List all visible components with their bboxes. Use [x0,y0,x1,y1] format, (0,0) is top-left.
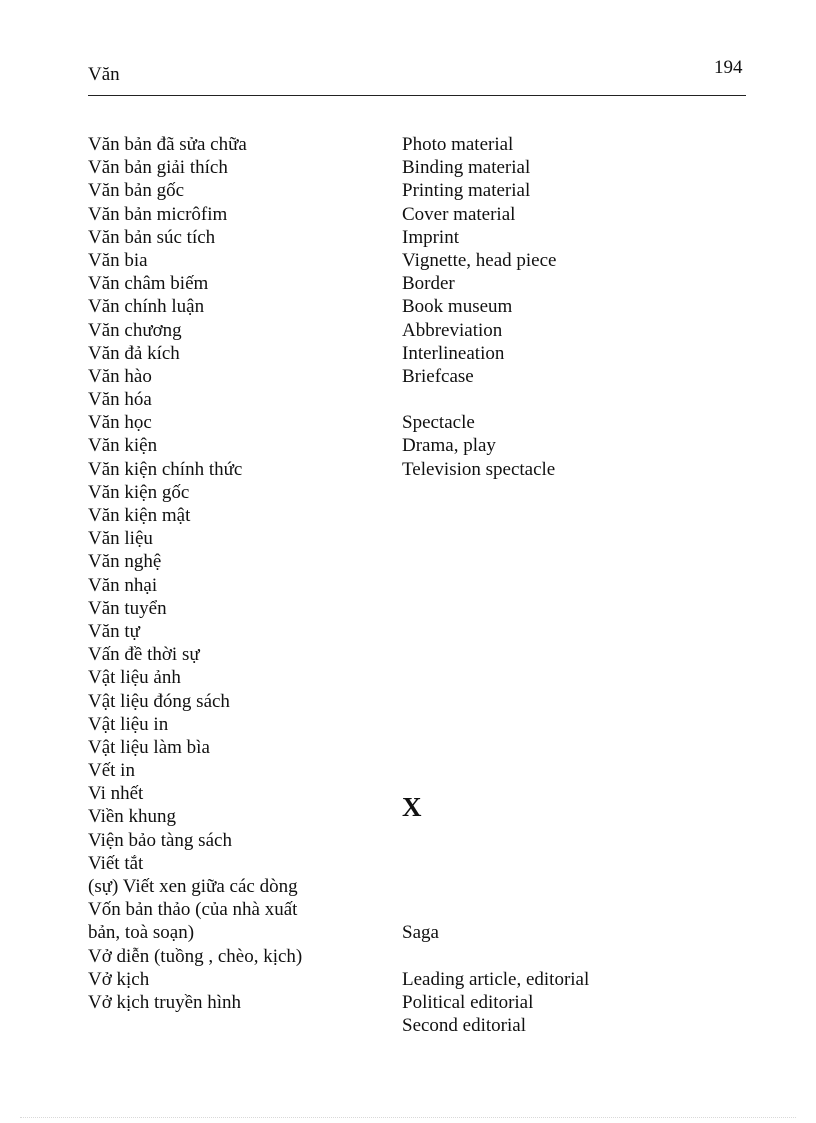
english-translation: Vignette, head piece [402,249,557,271]
vietnamese-term: Văn chương [88,319,182,341]
english-translation [402,527,589,550]
vietnamese-term: Văn bản giải thích [88,157,228,179]
vietnamese-term: Văn châm biếm [88,273,209,295]
english-translation [402,805,589,828]
english-translation: Cover material [402,203,516,225]
english-translation: Second editorial [402,1015,526,1037]
english-translation: Printing material [402,180,531,202]
english-translation [402,643,589,666]
english-translation [402,852,589,875]
english-translation-column [402,133,589,1037]
vietnamese-term: Văn kiện chính thức [88,458,243,480]
english-translation [402,736,589,759]
vietnamese-term: Vở kịch [88,968,150,990]
english-translation [402,620,589,643]
section-letter: X [402,792,422,822]
vietnamese-term: Vở kịch truyền hình [88,991,242,1013]
vietnamese-term: Văn tự [88,620,140,642]
vietnamese-term: Văn kiện gốc [88,481,190,503]
english-translation [402,898,589,921]
english-translation: Spectacle [402,412,475,434]
vietnamese-term: Viền khung [88,806,177,828]
english-translation: Television spectacle [402,458,556,480]
english-translation [402,597,589,620]
vietnamese-term: Văn hóa [88,389,152,411]
vietnamese-term: bản, toà soạn) [88,922,195,944]
english-translation: Abbreviation [402,319,503,341]
english-translation [402,829,589,852]
vietnamese-term: Văn nghệ [88,551,162,573]
english-translation: Photo material [402,134,514,155]
vietnamese-term: Văn hào [88,365,152,387]
vietnamese-term: Văn nhại [88,574,158,596]
english-translation [402,690,589,713]
english-translation: Border [402,273,455,295]
vietnamese-term: Văn học [88,412,152,434]
vietnamese-term: Vết in [88,760,135,782]
vietnamese-term: Viết tắt [88,852,144,874]
english-translation [402,713,589,736]
vietnamese-term: Văn kiện [88,435,158,457]
vietnamese-term: Vật liệu làm bìa [88,736,210,758]
vietnamese-term: (sự) Viết xen giữa các dòng [88,876,298,897]
vietnamese-term: Văn bản gốc [88,180,185,202]
vietnamese-term: Vật liệu đóng sách [88,690,230,712]
english-translation [402,388,589,411]
vietnamese-term: Vấn đề thời sự [88,644,200,666]
english-translation: Imprint [402,226,459,248]
english-translation [402,481,589,504]
vietnamese-term: Văn chính luận [88,296,205,318]
english-translation: Briefcase [402,365,474,387]
vietnamese-term: Văn kiện mật [88,505,191,526]
english-translation [402,574,589,597]
vietnamese-term: Văn tuyển [88,597,167,619]
english-translation: Interlineation [402,342,505,364]
vietnamese-term: Văn bản micrôfim [88,203,228,225]
english-translation: Binding material [402,157,531,179]
vietnamese-term: Văn liệu [88,528,153,550]
english-translation [402,504,589,527]
vietnamese-term: Vật liệu in [88,713,169,735]
vietnamese-term: Vở diễn (tuồng , chèo, kịch) [88,945,303,967]
english-translation: Drama, play [402,435,496,457]
english-translation [402,759,589,782]
vietnamese-term: Văn đả kích [88,342,180,364]
english-translation [402,945,589,968]
vietnamese-term: Văn bia [88,249,148,271]
footer-dotted-line [20,1117,796,1118]
english-translation: Book museum [402,296,513,318]
english-translation [402,875,589,898]
header-word: Văn [88,64,120,85]
english-translation: Political editorial [402,991,534,1013]
english-translation [402,782,589,805]
page-number: 194 [714,57,743,78]
english-translation [402,550,589,573]
vietnamese-term: Văn bản súc tích [88,226,216,248]
vietnamese-term: Viện bảo tàng sách [88,829,232,851]
vietnamese-term: Vật liệu ảnh [88,667,181,689]
english-translation: Saga [402,922,439,944]
vietnamese-term: Vốn bản thảo (của nhà xuất [88,899,298,921]
english-translation: Leading article, editorial [402,968,590,990]
vietnamese-term-column [88,133,302,1014]
english-translation [402,666,589,689]
vietnamese-term: Văn bản đã sửa chữa [88,134,247,155]
header-rule [88,95,746,96]
vietnamese-term: Vi nhết [88,783,144,805]
